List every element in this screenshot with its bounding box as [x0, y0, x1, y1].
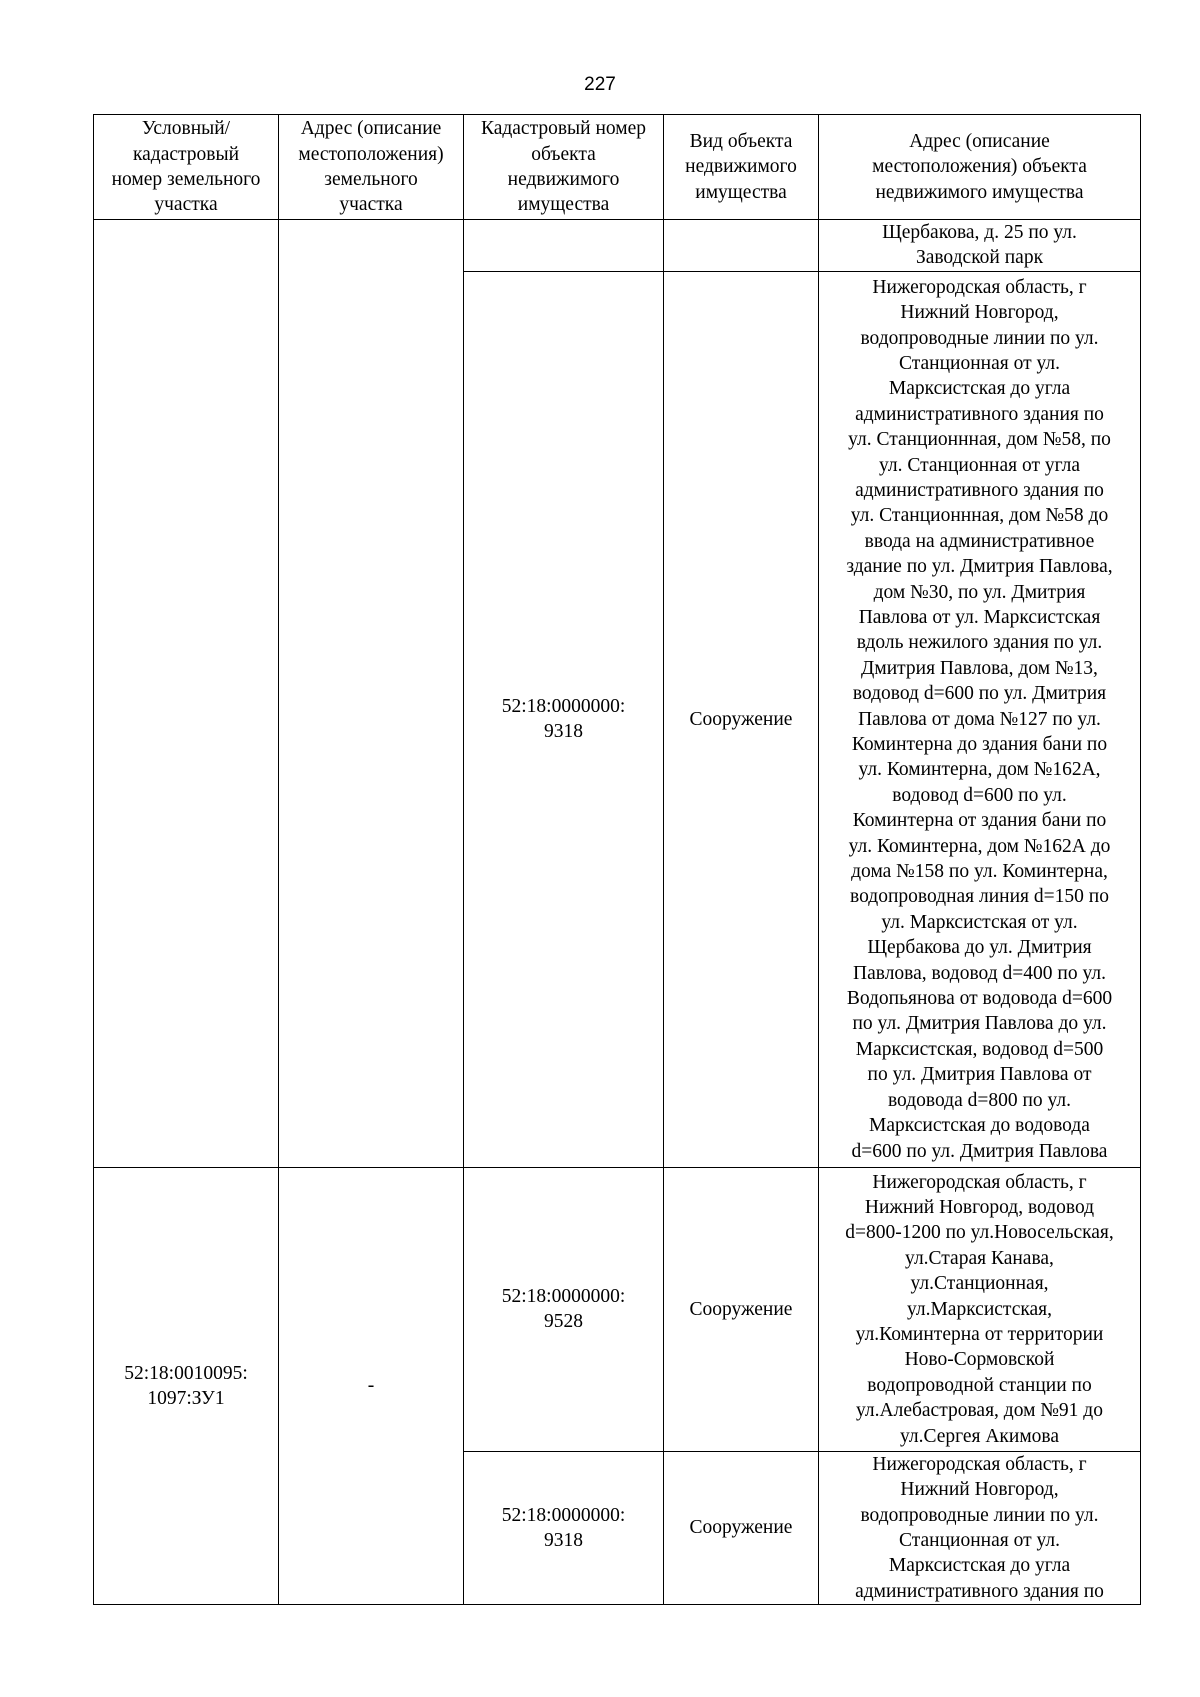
table-row — [94, 220, 1141, 272]
land-address-cell-empty — [279, 220, 464, 1168]
header-object-cadastral-number: Кадастровый номер объекта недвижимого имущества — [464, 115, 664, 220]
object-type-cell: Сооружение — [664, 271, 819, 1167]
cadastral-number-cell: 52:18:0000000: 9318 — [464, 1451, 664, 1604]
cadastral-number-cell: 52:18:0000000: 9528 — [464, 1167, 664, 1451]
land-number-cell-empty — [94, 220, 279, 1168]
object-address-cell: Нижегородская область, г Нижний Новгород, водопроводные линии по ул. Станционная от ул. Марксистская до угла административного здания по — [819, 1451, 1141, 1604]
header-land-address: Адрес (описание местоположения) земельного участка — [279, 115, 464, 220]
object-address-cell: Нижегородская область, г Нижний Новгород, водовод d=800-1200 по ул.Новосельская, ул.Старая Канава, ул.Станционная, ул.Марксистская, ул.Коминтерна от территории Ново-Сормовской водопроводной станции по ул.Алебастровая, дом №91 до ул.Сергея Акимова — [819, 1167, 1141, 1451]
table-header-row — [94, 115, 1141, 220]
header-object-address: Адрес (описание местоположения) объекта недвижимого имущества — [819, 115, 1141, 220]
object-type-cell: Сооружение — [664, 1167, 819, 1451]
cadastral-number-cell — [464, 220, 664, 272]
header-object-type: Вид объекта недвижимого имущества — [664, 115, 819, 220]
registry-table — [93, 114, 1141, 1605]
object-address-cell: Нижегородская область, г Нижний Новгород, водопроводные линии по ул. Станционная от ул. Марксистская до угла административного здания по ул. Станционнная, дом №58, по ул. Станционная от угла административного здания по ул. Станционнная, дом №58 до ввода на административное здание по ул. Дмитрия Павлова, дом №30, по ул. Дмитрия Павлова от ул. Марксистская вдоль нежилого здания по ул. Дмитрия Павлова, дом №13, водовод d=600 по ул. Дмитрия Павлова от дома №127 по ул. Коминтерна до здания бани по ул. Коминтерна, дом №162А, водовод d=600 по ул. Коминтерна от здания бани по ул. Коминтерна, дом №162А до дома №158 по ул. Коминтерна, водопроводная линия d=150 по ул. Марксистская от ул. Щербакова до ул. Дмитрия Павлова, водовод d=400 по ул. Водопьянова от водовода d=600 по ул. Дмитрия Павлова до ул. Марксистская, водовод d=500 по ул. Дмитрия Павлова от водовода d=800 по ул. Марксистская до водовода d=600 по ул. Дмитрия Павлова — [819, 271, 1141, 1167]
header-land-number: Условный/ кадастровый номер земельного участка — [94, 115, 279, 220]
object-address-cell: Щербакова, д. 25 по ул. Заводской парк — [819, 220, 1141, 272]
table-row — [94, 1167, 1141, 1451]
object-type-cell — [664, 220, 819, 272]
object-type-cell: Сооружение — [664, 1451, 819, 1604]
cadastral-number-cell: 52:18:0000000: 9318 — [464, 271, 664, 1167]
page-number: 227 — [584, 74, 616, 95]
land-address-cell: - — [279, 1167, 464, 1604]
land-number-cell: 52:18:0010095: 1097:ЗУ1 — [94, 1167, 279, 1604]
